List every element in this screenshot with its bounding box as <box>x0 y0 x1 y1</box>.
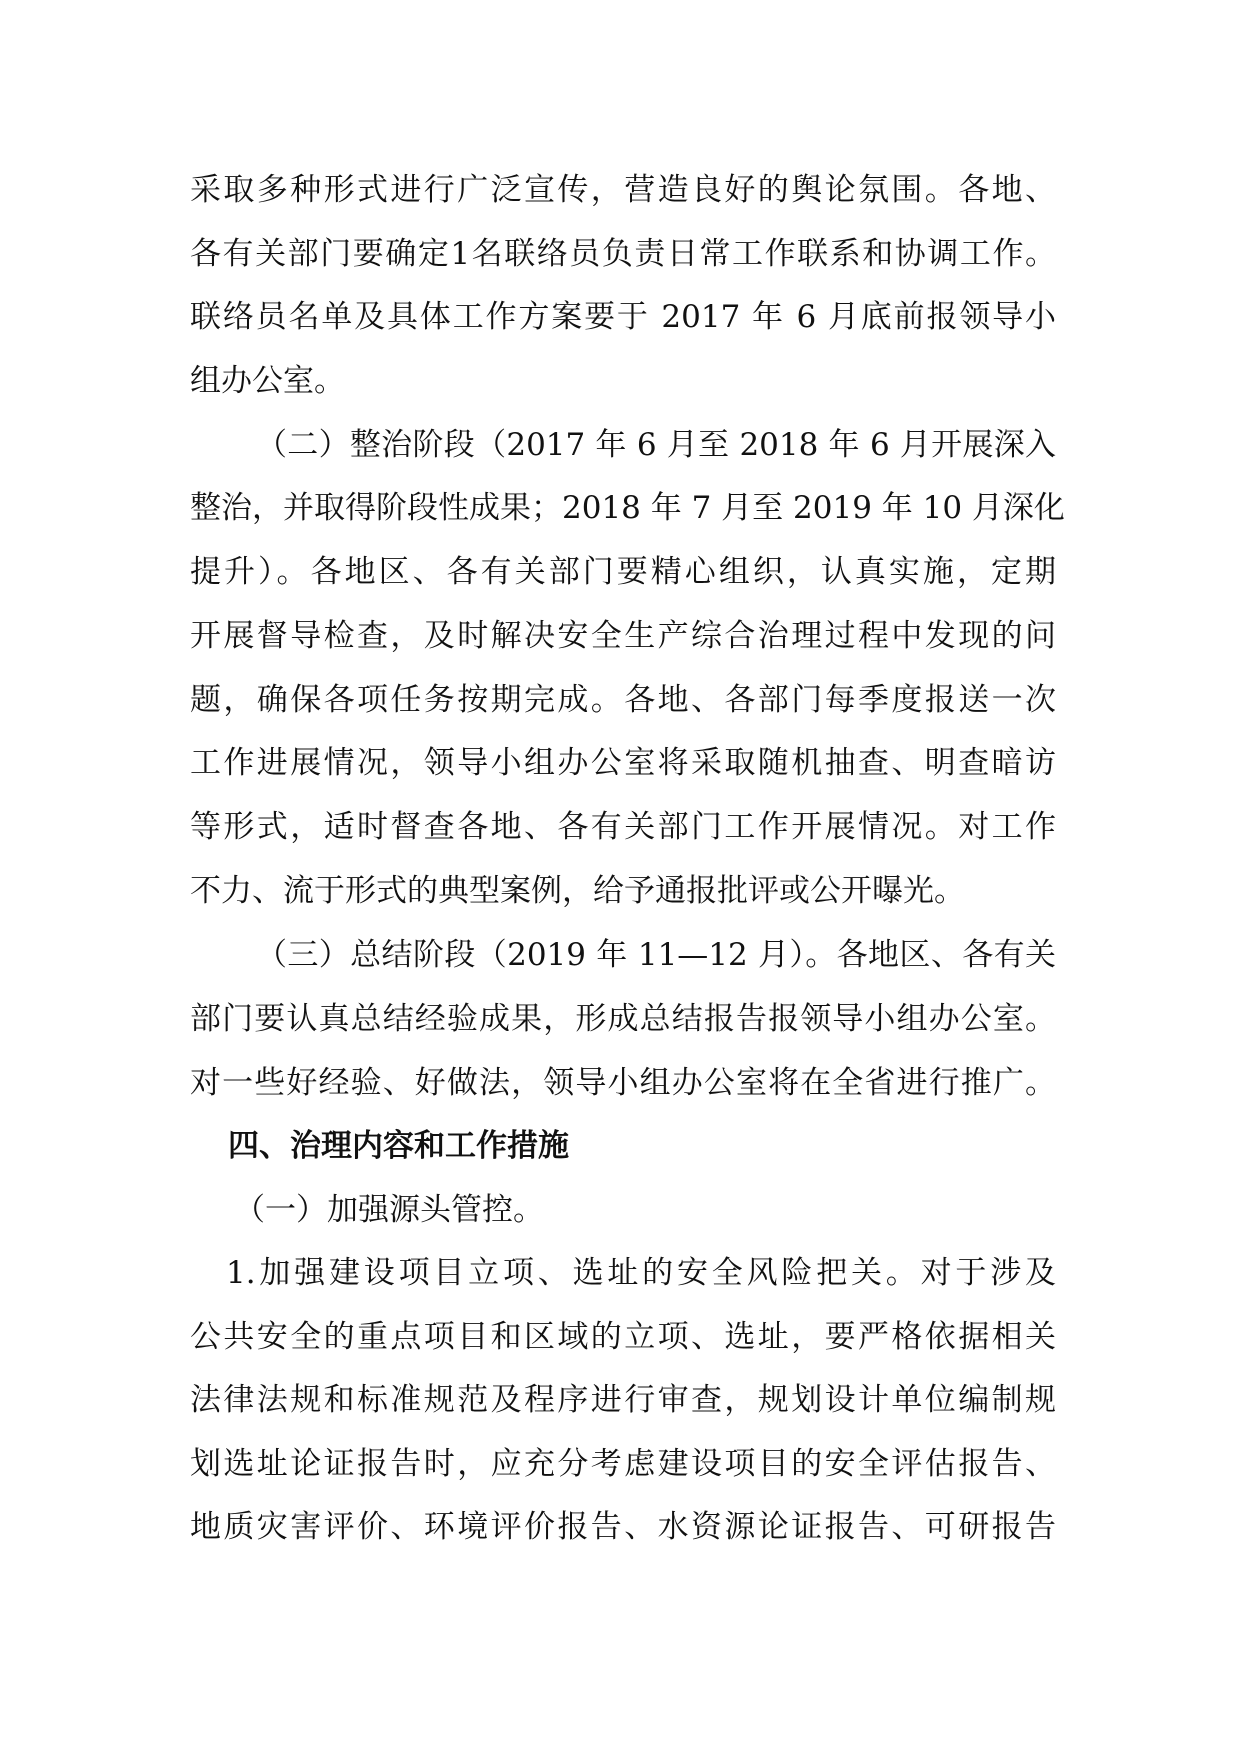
paragraph-line: （三）总结阶段（2019 年 11—12 月）。各地区、各有关 <box>256 937 1056 973</box>
paragraph-line: 地质灾害评价、环境评价报告、水资源论证报告、可研报告 <box>190 1509 1056 1545</box>
paragraph-line: 整治，并取得阶段性成果；2018 年 7 月至 2019 年 10 月深化 <box>190 490 1065 526</box>
paragraph-line: 不力、流于形式的典型案例，给予通报批评或公开曝光。 <box>190 873 965 909</box>
paragraph-line: 法律法规和标准规范及程序进行审查，规划设计单位编制规 <box>190 1382 1056 1418</box>
paragraph-line: 部门要认真总结经验成果，形成总结报告报领导小组办公室。 <box>190 1001 1056 1037</box>
paragraph-line: 工作进展情况，领导小组办公室将采取随机抽查、明查暗访 <box>190 745 1056 781</box>
paragraph-line: 组办公室。 <box>190 363 345 399</box>
paragraph-line: （二）整治阶段（2017 年 6 月至 2018 年 6 月开展深入 <box>256 427 1056 463</box>
paragraph-line: 联络员名单及具体工作方案要于 2017 年 6 月底前报领导小 <box>190 299 1056 335</box>
paragraph-line: 划选址论证报告时，应充分考虑建设项目的安全评估报告、 <box>190 1446 1056 1482</box>
paragraph-line: 采取多种形式进行广泛宣传，营造良好的舆论氛围。各地、 <box>190 172 1056 208</box>
paragraph-line: 公共安全的重点项目和区域的立项、选址，要严格依据相关 <box>190 1319 1056 1355</box>
paragraph-line: 各有关部门要确定1名联络员负责日常工作联系和协调工作。 <box>190 236 1056 272</box>
paragraph-line: 题，确保各项任务按期完成。各地、各部门每季度报送一次 <box>190 682 1056 718</box>
paragraph-line: 开展督导检查，及时解决安全生产综合治理过程中发现的问 <box>190 618 1056 654</box>
paragraph-line: 等形式，适时督查各地、各有关部门工作开展情况。对工作 <box>190 809 1056 845</box>
section-heading: 四、治理内容和工作措施 <box>228 1128 569 1164</box>
paragraph-line: 提升）。各地区、各有关部门要精心组织，认真实施，定期 <box>190 554 1056 590</box>
paragraph-line: 1.加强建设项目立项、选址的安全风险把关。对于涉及 <box>226 1255 1056 1291</box>
subsection-heading: （一）加强源头管控。 <box>234 1192 544 1228</box>
paragraph-line: 对一些好经验、好做法，领导小组办公室将在全省进行推广。 <box>190 1065 1056 1101</box>
